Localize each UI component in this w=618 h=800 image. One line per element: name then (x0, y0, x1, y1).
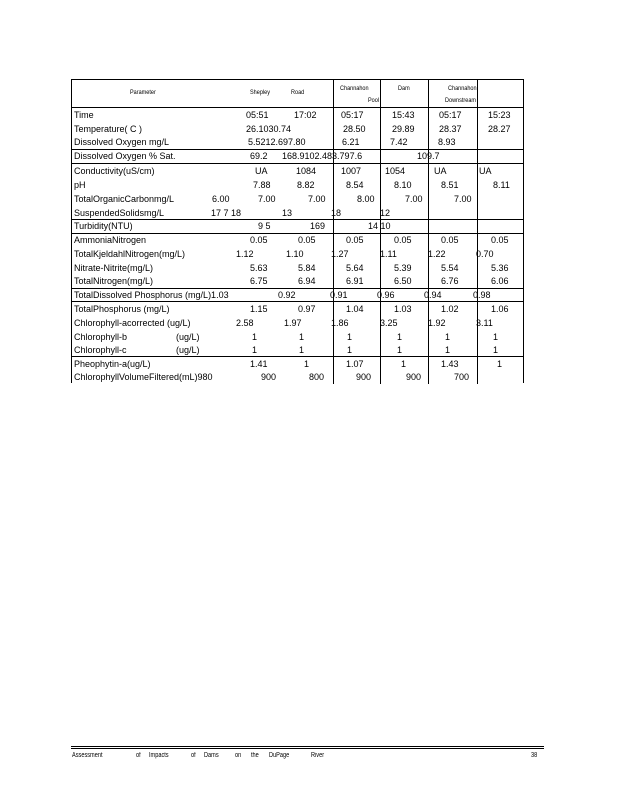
row-label: Nitrate-Nitrite(mg/L) (74, 263, 154, 273)
cell: 1 (493, 345, 499, 355)
cell: 8.10 (394, 180, 412, 190)
cell: 1.27 (331, 249, 349, 259)
cell: 1.07 (346, 359, 364, 369)
footer-word: Dams (204, 752, 219, 759)
cell: 13 (282, 208, 293, 218)
cell: 8.51 (441, 180, 459, 190)
header-channahon-pool-2: Pool (368, 97, 380, 104)
footer-rule (71, 746, 544, 747)
cell: 1.97 (284, 318, 302, 328)
cell: 6.91 (346, 276, 364, 286)
cell: 109.7 (417, 151, 440, 161)
cell: UA (255, 166, 268, 176)
cell: 7.42 (390, 137, 408, 147)
cell: 6.06 (491, 276, 509, 286)
cell: 1084 (296, 166, 317, 176)
row-rule (72, 163, 523, 164)
cell: 1.03 (394, 304, 412, 314)
cell: 9 5 (258, 221, 271, 231)
cell: 05:17 (341, 110, 364, 120)
row-label: TotalPhosphorus (mg/L) (74, 304, 170, 314)
row-label: ChlorophyllVolumeFiltered(mL)980 (74, 372, 213, 382)
cell: 05:51 (246, 110, 269, 120)
cell: 05:17 (439, 110, 462, 120)
header-road: Road (291, 89, 305, 96)
row-label: Chlorophyll-b (74, 332, 128, 342)
cell: 8.00 (357, 194, 375, 204)
cell: 1 (252, 345, 258, 355)
cell: 15:43 (392, 110, 415, 120)
header-channahon-pool-1: Channahon (340, 85, 369, 92)
cell: 5.5212.697.80 (248, 137, 306, 147)
row-label: SuspendedSolidsmg/L (74, 208, 165, 218)
cell: 1.02 (441, 304, 459, 314)
cell: 1 (347, 332, 353, 342)
row-label: TotalKjeldahlNitrogen(mg/L) (74, 249, 186, 259)
row-label: AmmoniaNitrogen (74, 235, 147, 245)
row-label: Chlorophyll-acorrected (ug/L) (74, 318, 191, 328)
cell: 5.63 (250, 263, 268, 273)
cell: 0.94 (424, 290, 442, 300)
water-quality-table (71, 79, 524, 383)
row-label: Dissolved Oxygen mg/L (74, 137, 170, 147)
cell: 8.11 (493, 180, 510, 190)
footer-word: Assessment (72, 752, 103, 759)
cell: 6.76 (441, 276, 459, 286)
cell: 7.88 (253, 180, 271, 190)
cell: 14 10 (368, 221, 391, 231)
cell: 1 (347, 345, 353, 355)
cell: 0.05 (441, 235, 459, 245)
cell: 7.00 (308, 194, 326, 204)
page-number: 38 (531, 752, 538, 759)
cell: 1.92 (428, 318, 446, 328)
footer-word: the (251, 752, 259, 759)
cell: 26.1030.74 (246, 124, 292, 134)
cell: 69.2 (250, 151, 268, 161)
cell: 900 (356, 372, 372, 382)
cell: 15:23 (488, 110, 511, 120)
cell: 1 (299, 345, 305, 355)
col-divider (477, 80, 478, 384)
cell: 800 (309, 372, 325, 382)
cell: 0.96 (377, 290, 395, 300)
row-label: Turbidity(NTU) (74, 221, 133, 231)
cell: 1 (497, 359, 503, 369)
cell: 6.00 (212, 194, 230, 204)
cell: 12 (380, 208, 391, 218)
footer-word: Impacts (149, 752, 169, 759)
row-label: pH (74, 180, 86, 190)
cell: 1.22 (428, 249, 446, 259)
cell: 2.58 (236, 318, 254, 328)
cell: 1054 (385, 166, 406, 176)
cell: 0.70 (476, 249, 494, 259)
footer-rule (71, 748, 544, 749)
cell: 1007 (341, 166, 362, 176)
cell: 1 (401, 359, 407, 369)
cell: 1.43 (441, 359, 459, 369)
cell: 0.98 (473, 290, 491, 300)
cell: 29.89 (392, 124, 415, 134)
cell: 1.06 (491, 304, 509, 314)
cell: 17 7 18 (211, 208, 242, 218)
row-label: Pheophytin-a(ug/L) (74, 359, 151, 369)
cell: 6.94 (298, 276, 316, 286)
cell: 8.54 (346, 180, 364, 190)
cell: 0.05 (491, 235, 509, 245)
cell: 7.00 (258, 194, 276, 204)
row-rule (72, 301, 523, 302)
cell: 1.11 (380, 249, 397, 259)
row-label: Time (74, 110, 94, 120)
cell: 1.04 (346, 304, 364, 314)
header-channahon-down-1: Channahon (448, 85, 477, 92)
cell: 6.50 (394, 276, 412, 286)
row-rule (72, 356, 523, 357)
cell: 7.00 (454, 194, 472, 204)
cell: 0.05 (298, 235, 316, 245)
row-unit: (ug/L) (176, 345, 200, 355)
footer-word: DuPage (269, 752, 290, 759)
row-label: Chlorophyll-c (74, 345, 127, 355)
cell: 1 (252, 332, 258, 342)
cell: 900 (261, 372, 277, 382)
cell: 1.15 (250, 304, 268, 314)
cell: 5.39 (394, 263, 412, 273)
cell: 5.64 (346, 263, 364, 273)
cell: 6.21 (342, 137, 360, 147)
col-divider (380, 80, 381, 384)
cell: 18 (331, 208, 342, 218)
cell: 5.54 (441, 263, 459, 273)
footer-word: of (136, 752, 141, 759)
cell: 1.12 (236, 249, 254, 259)
row-label: Dissolved Oxygen % Sat. (74, 151, 176, 161)
cell: 0.05 (394, 235, 412, 245)
header-parameter: Parameter (130, 89, 156, 96)
cell: 0.92 (278, 290, 296, 300)
header-dam: Dam (398, 85, 410, 92)
cell: 1 (299, 332, 305, 342)
cell: 3.11 (476, 318, 493, 328)
row-label: Conductivity(uS/cm) (74, 166, 155, 176)
row-rule (72, 288, 523, 289)
cell: 7.00 (405, 194, 423, 204)
cell: 900 (406, 372, 422, 382)
row-rule (72, 233, 523, 234)
cell: 700 (454, 372, 470, 382)
cell: UA (434, 166, 447, 176)
header-channahon-down-2: Downstream (445, 97, 477, 104)
row-label: Temperature( C ) (74, 124, 143, 134)
cell: 28.27 (488, 124, 511, 134)
cell: UA (479, 166, 492, 176)
footer-word: River (311, 752, 325, 759)
col-divider (428, 80, 429, 384)
cell: 1 (445, 345, 451, 355)
cell: 1.41 (250, 359, 268, 369)
row-unit: (ug/L) (176, 332, 200, 342)
row-label: TotalDissolved Phosphorus (mg/L)1.03 (74, 290, 229, 300)
cell: 168.9102.483.797.6 (282, 151, 363, 161)
cell: 0.97 (298, 304, 316, 314)
cell: 0.91 (330, 290, 348, 300)
cell: 8.82 (297, 180, 315, 190)
cell: 1 (397, 332, 403, 342)
col-divider (333, 80, 334, 384)
cell: 1 (397, 345, 403, 355)
cell: 1.10 (286, 249, 304, 259)
cell: 6.75 (250, 276, 268, 286)
cell: 0.05 (346, 235, 364, 245)
cell: 3.25 (380, 318, 398, 328)
row-rule (72, 149, 523, 150)
row-label: TotalOrganicCarbonmg/L (74, 194, 175, 204)
cell: 28.50 (343, 124, 366, 134)
cell: 169 (310, 221, 326, 231)
cell: 5.84 (298, 263, 316, 273)
footer-word: of (191, 752, 196, 759)
row-rule (72, 219, 523, 220)
cell: 1.86 (331, 318, 349, 328)
footer-word: on (235, 752, 242, 759)
row-label: TotalNitrogen(mg/L) (74, 276, 154, 286)
cell: 28.37 (439, 124, 462, 134)
cell: 1 (304, 359, 310, 369)
cell: 0.05 (250, 235, 268, 245)
cell: 1 (493, 332, 499, 342)
header-shepley: Shepley (250, 89, 270, 96)
cell: 5.36 (491, 263, 509, 273)
cell: 17:02 (294, 110, 317, 120)
cell: 8.93 (438, 137, 456, 147)
cell: 1 (445, 332, 451, 342)
header-rule (72, 107, 523, 108)
